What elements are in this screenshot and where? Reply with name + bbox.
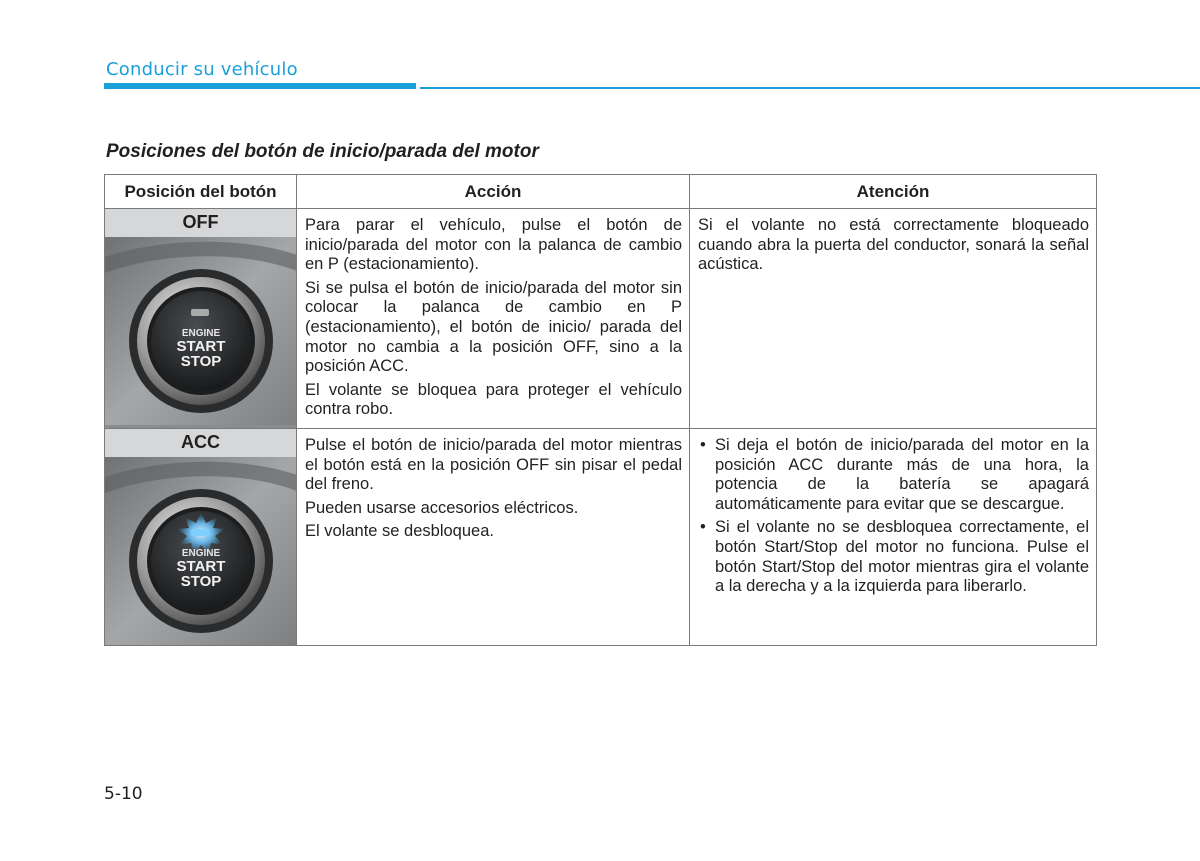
- action-paragraph: Pueden usarse accesorios eléctricos.: [305, 498, 579, 517]
- button-engine-text: ENGINE: [181, 328, 221, 339]
- positions-table: [104, 174, 1097, 646]
- engine-button-image: [105, 237, 296, 425]
- attention-cell: [690, 209, 1097, 429]
- table-row: [105, 428, 1097, 645]
- engine-button-image: [105, 457, 296, 645]
- action-cell: [297, 428, 690, 645]
- header-bar-accent: [104, 83, 416, 89]
- table-header-row: [105, 175, 1097, 209]
- attention-list: [698, 436, 1089, 597]
- page-title: Posiciones del botón de inicio/parada del motor: [106, 141, 539, 162]
- list-item: • Si el volante no se desbloquea correctamente, el botón Start/Stop del motor no funciona. Pulse el botón Start/Stop del motor mientras gira el volante a la derecha y a la izquierda para liberarlo.: [698, 518, 1089, 596]
- position-label: ACC: [105, 429, 296, 457]
- column-header-position: Posición del botón: [105, 175, 297, 209]
- button-start-text: START: [176, 338, 226, 355]
- button-stop-text: STOP: [180, 572, 222, 590]
- action-cell: [297, 209, 690, 429]
- button-start-text: START: [176, 557, 226, 575]
- position-cell: [105, 428, 297, 645]
- action-paragraph: Pulse el botón de inicio/parada del motor mientras el botón está en la posición OFF sin pisar el pedal del freno.: [305, 435, 682, 494]
- section-header: Conducir su vehículo: [106, 59, 298, 80]
- table-row: [105, 209, 1097, 429]
- button-engine-text: ENGINE: [181, 547, 221, 559]
- action-paragraph: El volante se bloquea para proteger el vehículo contra robo.: [305, 380, 682, 419]
- page-number: 5-10: [104, 784, 143, 804]
- attention-cell: [690, 428, 1097, 645]
- column-header-action: Acción: [297, 175, 690, 209]
- position-cell: [105, 209, 297, 429]
- action-paragraph: El volante se desbloquea.: [305, 522, 494, 541]
- list-item: • Si deja el botón de inicio/parada del motor en la posición ACC durante más de una hora, la potencia de la batería se apagará automáticamente para evitar que se descargue.: [698, 436, 1089, 514]
- column-header-attention: Atención: [690, 175, 1097, 209]
- status-led-icon: [191, 309, 209, 316]
- position-label: OFF: [105, 209, 296, 237]
- status-led-icon: [191, 529, 209, 536]
- button-stop-text: STOP: [180, 353, 222, 370]
- action-paragraph: Si se pulsa el botón de inicio/parada del motor sin colocar la palanca de cambio en P (estacionamiento), el botón de inicio/ parada del motor no cambia a la posición OFF, sino a la posición ACC.: [305, 278, 682, 376]
- action-paragraph: Para parar el vehículo, pulse el botón de inicio/parada del motor con la palanca de cambio en P (estacionamiento).: [305, 216, 682, 274]
- attention-paragraph: Si el volante no está correctamente bloqueado cuando abra la puerta del conductor, sonará la señal acústica.: [698, 216, 1089, 274]
- header-rule: [420, 87, 1200, 89]
